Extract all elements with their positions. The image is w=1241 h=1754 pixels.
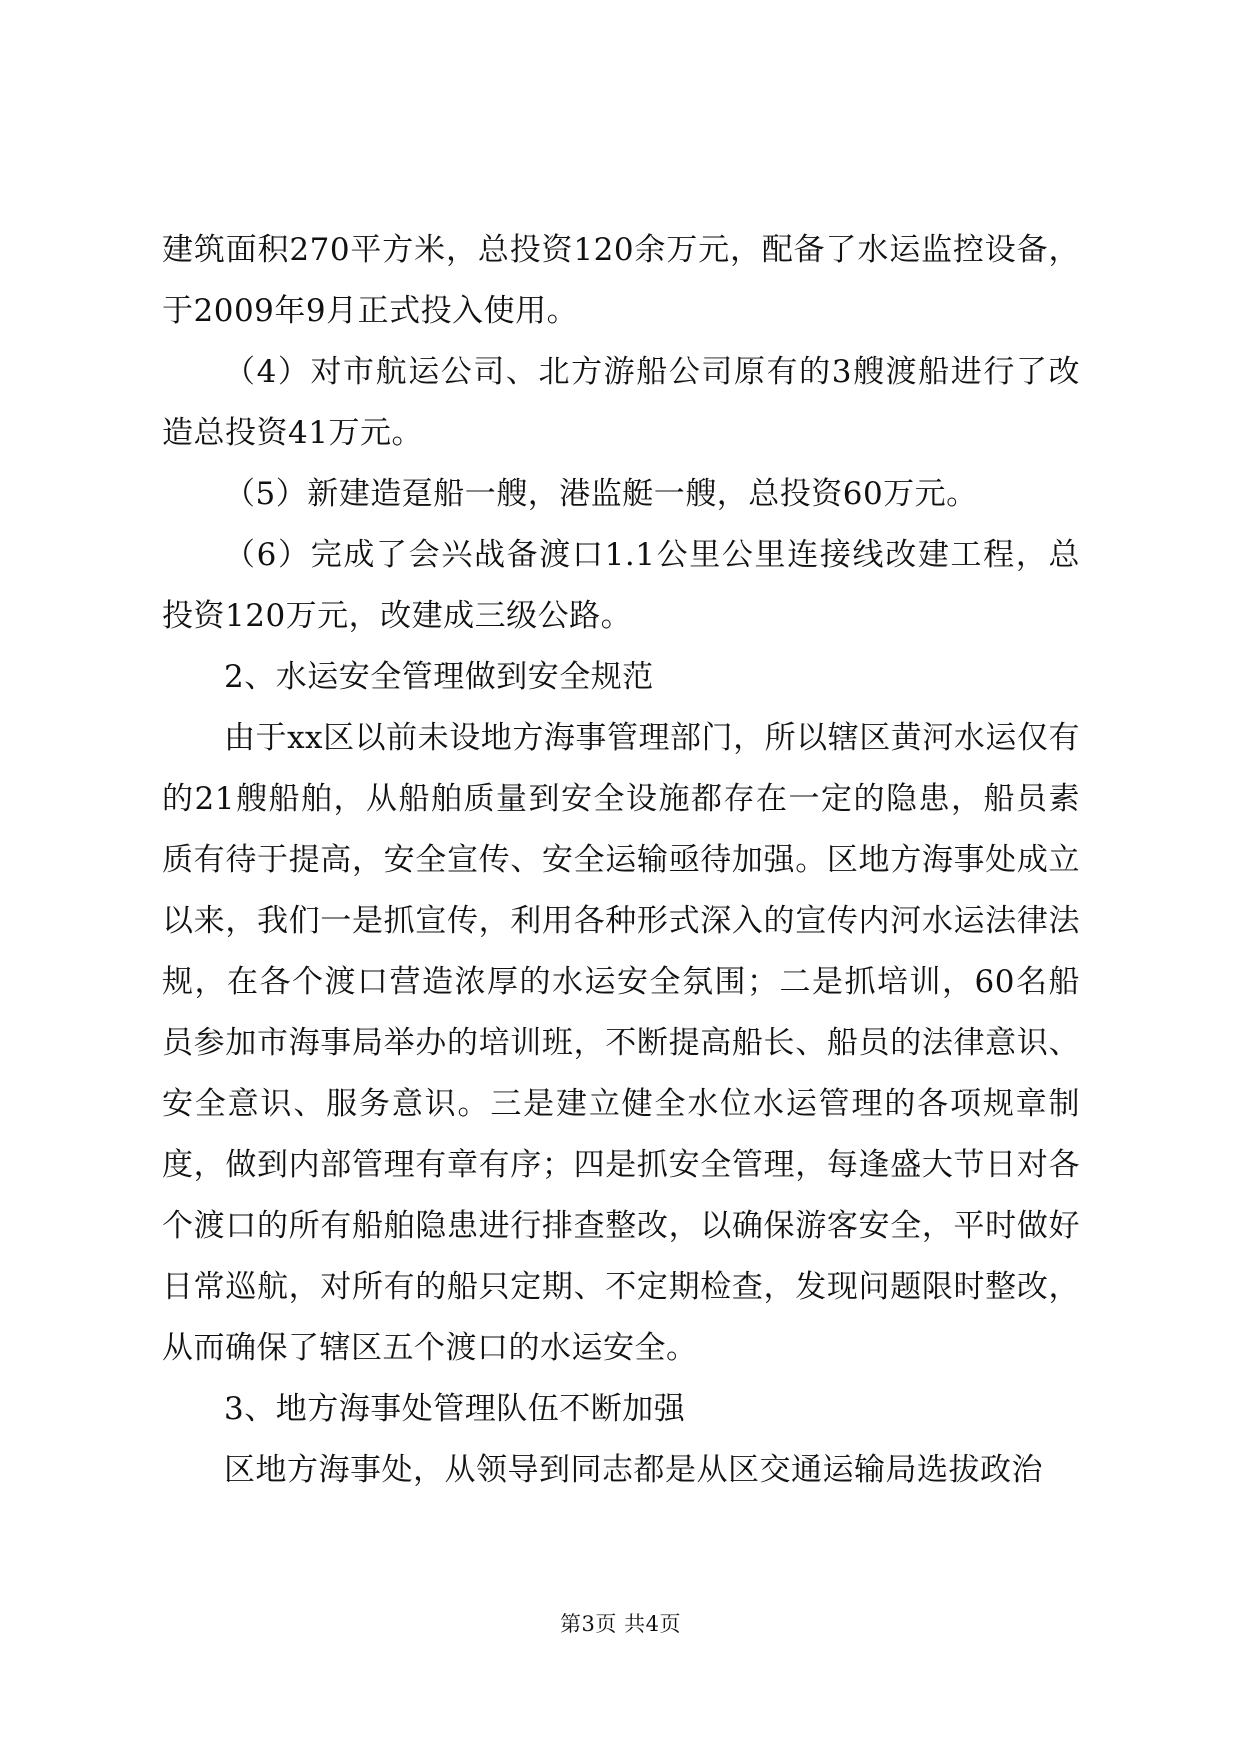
- paragraph-4: （6）完成了会兴战备渡口1.1公里公里连接线改建工程，总投资120万元，改建成三级公路。: [162, 537, 1080, 634]
- paragraph-2: （4）对市航运公司、北方游船公司原有的3艘渡船进行了改造总投资41万元。: [162, 354, 1080, 451]
- document-body: [162, 220, 1080, 1501]
- section-heading-2: 2、水运安全管理做到安全规范: [224, 659, 654, 695]
- paragraph-1: 建筑面积270平方米，总投资120余万元，配备了水运监控设备，于2009年9月正式投入使用。: [162, 232, 1080, 329]
- paragraph-3: （5）新建造趸船一艘，港监艇一艘，总投资60万元。: [224, 476, 978, 512]
- section-heading-3: 3、地方海事处管理队伍不断加强: [224, 1391, 686, 1427]
- paragraph-8: 区地方海事处，从领导到同志都是从区交通运输局选拔政治: [224, 1452, 1043, 1488]
- paragraph-6: 由于xx区以前未设地方海事管理部门，所以辖区黄河水运仅有的21艘船舶，从船舶质量到安全设施都存在一定的隐患，船员素质有待于提高，安全宣传、安全运输亟待加强。区地方海事处成立以来，我们一是抓宣传，利用各种形式深入的宣传内河水运法律法规，在各个渡口营造浓厚的水运安全氛围；二是抓培训，60名船员参加市海事局举办的培训班，不断提高船长、船员的法律意识、安全意识、服务意识。三是建立健全水位水运管理的各项规章制度，做到内部管理有章有序；四是抓安全管理，每逢盛大节日对各个渡口的所有船舶隐患进行排查整改，以确保游客安全，平时做好日常巡航，对所有的船只定期、不定期检查，发现问题限时整改，从而确保了辖区五个渡口的水运安全。: [162, 720, 1080, 1366]
- page-number-label: 第3页 共4页: [560, 1612, 681, 1636]
- page-footer: [0, 1608, 1241, 1638]
